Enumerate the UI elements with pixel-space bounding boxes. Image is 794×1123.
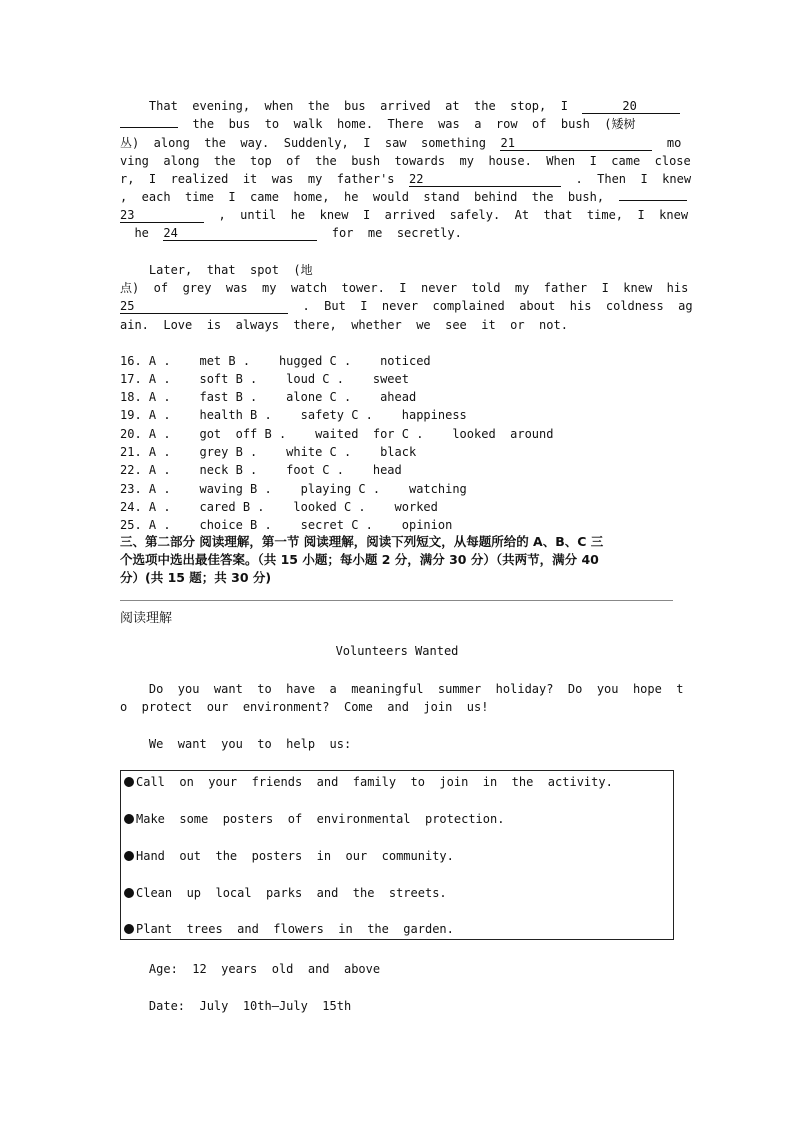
option-line: 21. A . grey B . white C . black bbox=[120, 445, 417, 459]
age-info: Age: 12 years old and above bbox=[120, 962, 381, 976]
cloze-text: 点) of grey was my watch tower. I never told my father I knew his bbox=[120, 281, 689, 295]
blank-21[interactable] bbox=[500, 136, 652, 151]
blank-number: 22 bbox=[409, 172, 424, 186]
option-line: 25. A . choice B . secret C . opinion bbox=[120, 518, 453, 532]
cloze-text: ving along the top of the bush towards my house. When I came close bbox=[120, 154, 691, 168]
cloze-line bbox=[120, 170, 692, 188]
cloze-line bbox=[120, 134, 682, 152]
task-text: Hand out the posters in our community. bbox=[136, 849, 454, 863]
cloze-text: Later, that spot (地 bbox=[120, 263, 313, 277]
cloze-text: That evening, when the bus arrived at the stop, I bbox=[120, 99, 568, 113]
option-line: 24. A . cared B . looked C . worked bbox=[120, 500, 438, 514]
cloze-line bbox=[120, 115, 673, 133]
cloze-text: the bus to walk home. There was a row of bush (矮树 bbox=[178, 117, 636, 131]
cloze-text: mo bbox=[652, 136, 682, 150]
blank-number: 20 bbox=[622, 99, 637, 113]
bullet-icon bbox=[124, 888, 134, 898]
cloze-line bbox=[120, 261, 673, 279]
section-heading: 三、第二部分 阅读理解，第一节 阅读理解，阅读下列短文，从每题所给的 A、B、C 三 bbox=[120, 534, 604, 549]
option-line: 18. A . fast B . alone C . ahead bbox=[120, 390, 417, 404]
intro-line: Do you want to have a meaningful summer holiday? Do you hope t bbox=[120, 682, 684, 696]
task-text: Call on your friends and family to join in the activity. bbox=[136, 775, 613, 789]
task-item bbox=[124, 812, 504, 826]
option-line: 19. A . health B . safety C . happiness bbox=[120, 408, 467, 422]
blank-number: 25 bbox=[120, 299, 135, 313]
cloze-text: , until he knew I arrived safely. At that time, I knew bbox=[204, 208, 689, 222]
section-heading: 分）(共 15 题；共 30 分) bbox=[120, 570, 272, 585]
blank-22[interactable] bbox=[409, 172, 561, 187]
cloze-line bbox=[120, 206, 689, 224]
cloze-line bbox=[120, 224, 673, 242]
task-item bbox=[124, 849, 454, 863]
bullet-icon bbox=[124, 814, 134, 824]
task-box bbox=[120, 770, 674, 940]
task-text: Make some posters of environmental protection. bbox=[136, 812, 505, 826]
cloze-line bbox=[120, 188, 673, 206]
blank-number: 23 bbox=[120, 208, 135, 222]
date-info: Date: July 10th—July 15th bbox=[120, 999, 352, 1013]
blank-25[interactable] bbox=[120, 299, 288, 314]
bullet-icon bbox=[124, 777, 134, 787]
task-item bbox=[124, 922, 454, 936]
option-line: 16. A . met B . hugged C . noticed bbox=[120, 354, 431, 368]
task-item bbox=[124, 886, 447, 900]
divider bbox=[120, 600, 673, 601]
task-text: Plant trees and flowers in the garden. bbox=[136, 922, 454, 936]
bullet-icon bbox=[124, 924, 134, 934]
blank-20-cont[interactable] bbox=[120, 127, 178, 128]
cloze-line bbox=[120, 279, 689, 297]
option-line: 17. A . soft B . loud C . sweet bbox=[120, 372, 409, 386]
help-prompt: We want you to help us: bbox=[120, 737, 352, 751]
blank-number: 24 bbox=[163, 226, 178, 240]
cloze-text: for me secretly. bbox=[317, 226, 462, 240]
task-text: Clean up local parks and the streets. bbox=[136, 886, 447, 900]
option-line: 20. A . got off B . waited for C . looked around bbox=[120, 427, 554, 441]
cloze-text: , each time I came home, he would stand behind the bush, bbox=[120, 190, 605, 204]
blank-24[interactable] bbox=[163, 226, 317, 241]
blank-number: 21 bbox=[500, 136, 515, 150]
bullet-icon bbox=[124, 851, 134, 861]
cloze-line bbox=[120, 316, 673, 334]
cloze-text: . Then I knew bbox=[561, 172, 692, 186]
cloze-line bbox=[120, 152, 691, 170]
cloze-text: he bbox=[120, 226, 149, 240]
blank-20[interactable] bbox=[582, 99, 680, 114]
section-heading: 个选项中选出最佳答案。（共 15 小题；每小题 2 分，满分 30 分）（共两节，满分 40 bbox=[120, 552, 599, 567]
reading-label: 阅读理解 bbox=[120, 611, 173, 626]
option-line: 22. A . neck B . foot C . head bbox=[120, 463, 402, 477]
cloze-line bbox=[120, 97, 673, 115]
option-line: 23. A . waving B . playing C . watching bbox=[120, 482, 467, 496]
task-item bbox=[124, 775, 613, 789]
cloze-text: . But I never complained about his coldness ag bbox=[288, 299, 693, 313]
cloze-text: 丛) along the way. Suddenly, I saw something bbox=[120, 136, 487, 150]
intro-line: o protect our environment? Come and join us! bbox=[120, 700, 489, 714]
cloze-text: r, I realized it was my father's bbox=[120, 172, 395, 186]
blank-23-cont[interactable] bbox=[120, 208, 204, 223]
cloze-line bbox=[120, 297, 693, 315]
cloze-text: ain. Love is always there, whether we see it or not. bbox=[120, 318, 568, 332]
blank-23[interactable] bbox=[619, 200, 687, 201]
passage-title: Volunteers Wanted bbox=[335, 644, 459, 658]
